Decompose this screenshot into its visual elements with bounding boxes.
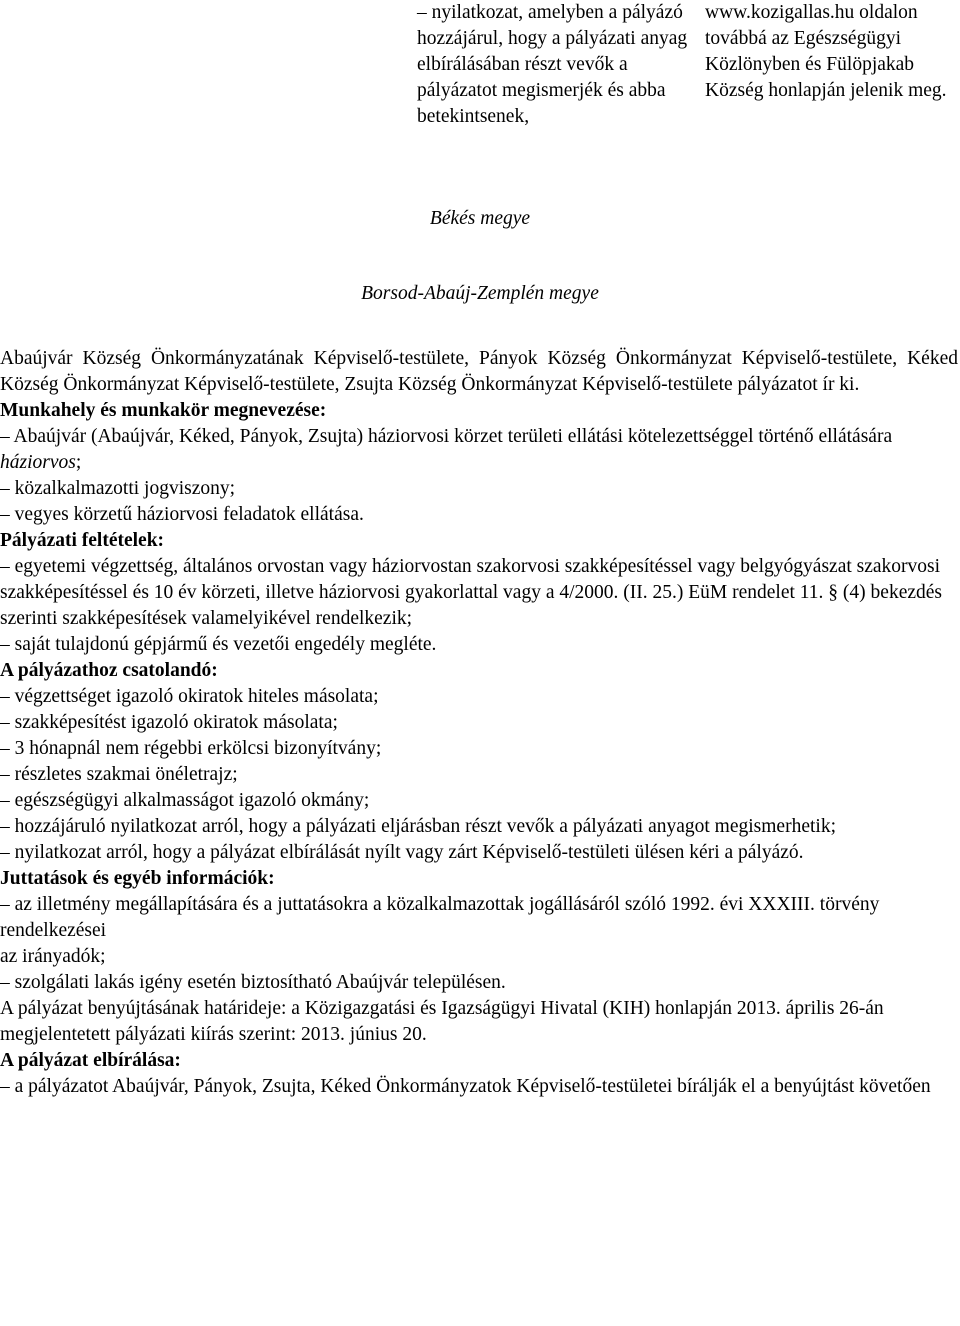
workplace-item: – közalkalmazotti jogviszony; — [0, 478, 236, 499]
condition-item: – saját tulajdonú gépjármű és vezetői engedély megléte. — [0, 634, 437, 655]
job-posting — [0, 346, 958, 1100]
deadline-paragraph: A pályázat benyújtásának határideje: a Közigazgatási és Igazságügyi Hivatal (KIH) honlapján 2013. április 26-án megjelentetett pályázati kiírás szerint: 2013. június 20. — [0, 998, 884, 1045]
top-right-text: www.kozigallas.hu oldalon továbbá az Egészségügyi Közlönyben és Fülöpjakab Község honlapján jelenik meg. — [705, 2, 947, 101]
condition-item: – egyetemi végzettség, általános orvostan vagy háziorvostan szakorvosi szakképesítéssel vagy belgyógyászat szakorvosi szakképesítéssel és 10 év körzeti, illetve háziorvosi gyakorlattal vagy a 4/2000. (II. 25.) EüM rendelet 11. § (4) bekezdés szerinti szakképesítések valamelyikével rendelkezik; — [0, 556, 943, 629]
workplace-item: – vegyes körzetű háziorvosi feladatok ellátása. — [0, 504, 364, 525]
benefit-item: – az illetmény megállapítására és a juttatásokra a közalkalmazottak jogállásáról szóló 1992. évi XXXIII. törvény rendelkezései — [0, 894, 880, 941]
attachment-item: – végzettséget igazoló okiratok hiteles másolata; — [0, 686, 379, 707]
evaluation-item: – a pályázatot Abaújvár, Pányok, Zsujta, Kéked Önkormányzatok Képviselő-testületei bírálják el a benyújtást követően — [0, 1076, 931, 1097]
benefits-heading: Juttatások és egyéb információk: — [0, 868, 275, 889]
top-columns — [417, 0, 960, 156]
attachment-item: – nyilatkozat arról, hogy a pályázat elbírálását nyílt vagy zárt Képviselő-testületi ülésen kéri a pályázó. — [0, 842, 804, 863]
attachment-item: – részletes szakmai önéletrajz; — [0, 764, 238, 785]
attachment-item: – egészségügyi alkalmasságot igazoló okmány; — [0, 790, 370, 811]
workplace-item: – Abaújvár (Abaújvár, Kéked, Pányok, Zsujta) háziorvosi körzet területi ellátási kötelezettséggel történő ellátására háziorvos; — [0, 426, 893, 473]
attachment-item: – 3 hónapnál nem régebbi erkölcsi bizonyítvány; — [0, 738, 382, 759]
conditions-heading: Pályázati feltételek: — [0, 530, 165, 551]
attachments-heading: A pályázathoz csatolandó: — [0, 660, 218, 681]
intro-paragraph: Abaújvár Község Önkormányzatának Képviselő-testülete, Pányok Község Önkormányzat Képviselő-testülete, Kéked Község Önkormányzat Képviselő-testülete, Zsujta Község Önkormányzat Képviselő-testülete pályázatot ír ki. — [0, 348, 958, 395]
top-right-column — [705, 0, 960, 104]
top-left-text: – nyilatkozat, amelyben a pályázó hozzájárul, hogy a pályázati anyag elbírálásában részt vevők a pályázatot megismerjék és abba betekintsenek, — [417, 2, 688, 127]
county-heading-bekes: Békés megye — [429, 208, 531, 229]
workplace-heading: Munkahely és munkakör megnevezése: — [0, 400, 327, 421]
evaluation-heading: A pályázat elbírálása: — [0, 1050, 181, 1071]
attachment-item: – hozzájáruló nyilatkozat arról, hogy a pályázati eljárásban részt vevők a pályázati anyagot megismerhetik; — [0, 816, 836, 837]
benefit-item-continuation: az irányadók; — [0, 946, 106, 967]
attachment-item: – szakképesítést igazoló okiratok másolata; — [0, 712, 338, 733]
benefit-item: – szolgálati lakás igény esetén biztosítható Abaújvár településen. — [0, 972, 506, 993]
county-heading-borsod: Borsod-Abaúj-Zemplén megye — [361, 283, 599, 304]
top-left-column — [417, 0, 697, 130]
